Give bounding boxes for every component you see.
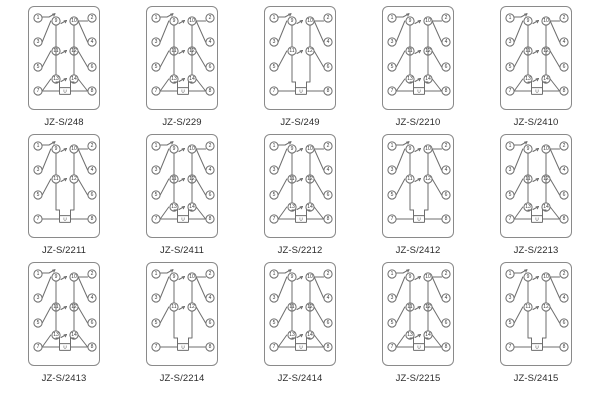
svg-text:4: 4 (90, 295, 94, 302)
svg-text:1: 1 (272, 271, 276, 278)
svg-text:10: 10 (543, 18, 549, 25)
svg-text:12: 12 (425, 48, 431, 55)
svg-text:2: 2 (90, 143, 94, 150)
svg-text:8: 8 (326, 216, 330, 223)
svg-text:8: 8 (562, 88, 566, 95)
svg-text:U: U (535, 216, 539, 222)
svg-text:8: 8 (562, 344, 566, 351)
svg-text:1: 1 (390, 15, 394, 22)
diagram-cell (246, 262, 354, 384)
svg-text:U: U (535, 88, 539, 94)
svg-text:9: 9 (172, 274, 176, 281)
diagram-cell (364, 262, 472, 384)
svg-text:1: 1 (508, 143, 512, 150)
svg-text:8: 8 (326, 88, 330, 95)
svg-text:2: 2 (326, 271, 330, 278)
svg-text:8: 8 (208, 88, 212, 95)
relay-wiring-diagram (28, 262, 100, 366)
svg-text:4: 4 (562, 167, 566, 174)
svg-text:8: 8 (208, 216, 212, 223)
svg-text:12: 12 (71, 48, 77, 55)
diagram-row-2 (10, 134, 590, 256)
svg-text:8: 8 (90, 344, 94, 351)
diagram-caption: JZ-S/249 (280, 117, 320, 128)
svg-text:10: 10 (189, 274, 195, 281)
diagram-cell (10, 6, 118, 128)
diagram-cell (364, 6, 472, 128)
diagram-row-3 (10, 262, 590, 384)
diagram-caption: JZ-S/2415 (513, 373, 559, 384)
svg-text:14: 14 (71, 76, 77, 83)
svg-text:5: 5 (272, 320, 276, 327)
svg-text:7: 7 (272, 216, 276, 223)
svg-text:1: 1 (36, 143, 40, 150)
svg-text:5: 5 (508, 64, 512, 71)
svg-text:U: U (63, 344, 67, 350)
svg-text:9: 9 (290, 274, 294, 281)
svg-text:6: 6 (326, 320, 330, 327)
svg-text:9: 9 (172, 146, 176, 153)
svg-text:7: 7 (36, 216, 40, 223)
relay-wiring-diagram (382, 134, 454, 238)
svg-text:11: 11 (407, 176, 413, 183)
svg-text:6: 6 (444, 64, 448, 71)
svg-text:2: 2 (326, 15, 330, 22)
svg-text:11: 11 (525, 48, 531, 55)
svg-text:6: 6 (444, 192, 448, 199)
svg-text:6: 6 (326, 64, 330, 71)
diagram-cell (128, 134, 236, 256)
svg-text:10: 10 (543, 274, 549, 281)
svg-text:13: 13 (525, 204, 531, 211)
svg-text:5: 5 (154, 64, 158, 71)
diagram-caption: JZ-S/2214 (159, 373, 205, 384)
diagram-caption: JZ-S/248 (44, 117, 84, 128)
svg-text:14: 14 (189, 76, 195, 83)
svg-text:U: U (63, 88, 67, 94)
diagram-row-1 (10, 6, 590, 128)
diagram-caption: JZ-S/2213 (513, 245, 559, 256)
svg-text:3: 3 (154, 167, 158, 174)
diagram-caption: JZ-S/2215 (395, 373, 441, 384)
svg-text:5: 5 (36, 320, 40, 327)
svg-text:5: 5 (154, 320, 158, 327)
relay-wiring-diagram (146, 6, 218, 110)
svg-text:5: 5 (390, 64, 394, 71)
svg-text:9: 9 (408, 274, 412, 281)
svg-text:2: 2 (208, 143, 212, 150)
svg-text:12: 12 (71, 304, 77, 311)
svg-text:7: 7 (154, 344, 158, 351)
relay-wiring-diagram (500, 262, 572, 366)
svg-text:U: U (417, 216, 421, 222)
svg-text:9: 9 (54, 146, 58, 153)
svg-text:6: 6 (444, 320, 448, 327)
svg-text:2: 2 (444, 15, 448, 22)
svg-text:2: 2 (90, 271, 94, 278)
svg-text:U: U (63, 216, 67, 222)
relay-wiring-diagram (146, 134, 218, 238)
svg-text:12: 12 (189, 176, 195, 183)
svg-text:5: 5 (36, 64, 40, 71)
diagram-cell (482, 6, 590, 128)
svg-text:12: 12 (425, 304, 431, 311)
svg-text:4: 4 (326, 167, 330, 174)
svg-text:4: 4 (326, 39, 330, 46)
svg-text:4: 4 (208, 167, 212, 174)
svg-text:10: 10 (71, 18, 77, 25)
svg-text:U: U (417, 88, 421, 94)
svg-text:2: 2 (90, 15, 94, 22)
svg-text:2: 2 (444, 143, 448, 150)
svg-text:7: 7 (390, 216, 394, 223)
svg-text:9: 9 (290, 146, 294, 153)
svg-text:10: 10 (307, 146, 313, 153)
svg-text:1: 1 (36, 15, 40, 22)
svg-text:12: 12 (543, 176, 549, 183)
svg-text:9: 9 (526, 146, 530, 153)
svg-text:2: 2 (562, 143, 566, 150)
svg-text:9: 9 (526, 274, 530, 281)
svg-text:7: 7 (154, 88, 158, 95)
diagram-caption: JZ-S/2211 (41, 245, 87, 256)
svg-text:13: 13 (53, 76, 59, 83)
svg-text:6: 6 (90, 64, 94, 71)
svg-text:8: 8 (326, 344, 330, 351)
svg-text:8: 8 (444, 216, 448, 223)
svg-text:8: 8 (208, 344, 212, 351)
svg-text:4: 4 (90, 39, 94, 46)
svg-text:6: 6 (562, 320, 566, 327)
svg-text:1: 1 (390, 271, 394, 278)
diagram-cell (10, 262, 118, 384)
svg-text:10: 10 (71, 274, 77, 281)
svg-text:10: 10 (425, 18, 431, 25)
svg-text:14: 14 (425, 76, 431, 83)
relay-wiring-diagram (28, 6, 100, 110)
svg-text:3: 3 (272, 167, 276, 174)
svg-text:14: 14 (543, 204, 549, 211)
svg-text:5: 5 (390, 320, 394, 327)
svg-text:10: 10 (71, 146, 77, 153)
svg-text:10: 10 (425, 274, 431, 281)
svg-text:4: 4 (326, 295, 330, 302)
diagram-cell (128, 262, 236, 384)
svg-text:3: 3 (508, 167, 512, 174)
svg-text:1: 1 (272, 15, 276, 22)
svg-text:1: 1 (36, 271, 40, 278)
svg-text:5: 5 (272, 192, 276, 199)
svg-text:10: 10 (425, 146, 431, 153)
svg-text:U: U (535, 344, 539, 350)
relay-wiring-diagram (264, 134, 336, 238)
svg-text:3: 3 (36, 167, 40, 174)
svg-text:11: 11 (289, 304, 295, 311)
svg-text:7: 7 (154, 216, 158, 223)
relay-wiring-diagram (146, 262, 218, 366)
svg-text:13: 13 (289, 332, 295, 339)
svg-text:9: 9 (54, 18, 58, 25)
svg-text:11: 11 (171, 48, 177, 55)
svg-text:12: 12 (307, 176, 313, 183)
diagram-caption: JZ-S/2212 (277, 245, 323, 256)
diagram-caption: JZ-S/2410 (513, 117, 559, 128)
svg-text:6: 6 (90, 320, 94, 327)
svg-text:11: 11 (289, 48, 295, 55)
svg-text:11: 11 (171, 304, 177, 311)
svg-text:1: 1 (390, 143, 394, 150)
svg-text:U: U (299, 88, 303, 94)
svg-text:1: 1 (154, 143, 158, 150)
svg-text:13: 13 (407, 332, 413, 339)
svg-text:7: 7 (36, 88, 40, 95)
diagram-cell (10, 134, 118, 256)
svg-text:8: 8 (90, 216, 94, 223)
svg-text:5: 5 (390, 192, 394, 199)
svg-text:12: 12 (189, 48, 195, 55)
svg-text:2: 2 (208, 271, 212, 278)
svg-text:10: 10 (543, 146, 549, 153)
svg-text:2: 2 (326, 143, 330, 150)
svg-text:14: 14 (307, 204, 313, 211)
svg-text:9: 9 (408, 18, 412, 25)
svg-text:1: 1 (154, 271, 158, 278)
svg-text:12: 12 (307, 48, 313, 55)
diagram-cell (246, 6, 354, 128)
svg-text:7: 7 (390, 344, 394, 351)
svg-text:5: 5 (272, 64, 276, 71)
svg-text:11: 11 (53, 304, 59, 311)
svg-text:11: 11 (407, 304, 413, 311)
svg-text:11: 11 (53, 48, 59, 55)
svg-text:5: 5 (508, 192, 512, 199)
svg-text:1: 1 (508, 271, 512, 278)
diagram-caption: JZ-S/2412 (395, 245, 441, 256)
diagram-cell (482, 262, 590, 384)
svg-text:3: 3 (390, 295, 394, 302)
svg-text:10: 10 (307, 274, 313, 281)
svg-text:7: 7 (508, 344, 512, 351)
svg-text:2: 2 (562, 271, 566, 278)
diagram-caption: JZ-S/229 (162, 117, 202, 128)
svg-text:4: 4 (208, 295, 212, 302)
diagram-cell (364, 134, 472, 256)
svg-text:10: 10 (307, 18, 313, 25)
svg-text:6: 6 (208, 64, 212, 71)
svg-text:2: 2 (562, 15, 566, 22)
svg-text:U: U (299, 216, 303, 222)
svg-text:4: 4 (90, 167, 94, 174)
svg-text:5: 5 (154, 192, 158, 199)
svg-text:14: 14 (425, 332, 431, 339)
svg-text:7: 7 (508, 88, 512, 95)
svg-text:13: 13 (407, 76, 413, 83)
diagram-caption: JZ-S/2414 (277, 373, 323, 384)
svg-text:7: 7 (508, 216, 512, 223)
svg-text:11: 11 (171, 176, 177, 183)
diagram-caption: JZ-S/2411 (159, 245, 205, 256)
diagram-caption: JZ-S/2413 (41, 373, 87, 384)
svg-text:3: 3 (36, 39, 40, 46)
svg-text:6: 6 (90, 192, 94, 199)
svg-text:4: 4 (208, 39, 212, 46)
svg-text:3: 3 (272, 39, 276, 46)
svg-text:5: 5 (36, 192, 40, 199)
svg-text:4: 4 (444, 167, 448, 174)
svg-text:7: 7 (36, 344, 40, 351)
svg-text:13: 13 (525, 76, 531, 83)
svg-text:13: 13 (53, 332, 59, 339)
svg-text:6: 6 (208, 320, 212, 327)
diagram-cell (246, 134, 354, 256)
svg-text:4: 4 (562, 295, 566, 302)
svg-text:8: 8 (562, 216, 566, 223)
svg-text:12: 12 (189, 304, 195, 311)
relay-wiring-diagram (382, 6, 454, 110)
svg-text:10: 10 (189, 146, 195, 153)
svg-text:11: 11 (53, 176, 59, 183)
svg-text:3: 3 (154, 295, 158, 302)
svg-text:3: 3 (508, 295, 512, 302)
svg-text:2: 2 (444, 271, 448, 278)
svg-text:6: 6 (562, 192, 566, 199)
svg-text:12: 12 (543, 304, 549, 311)
svg-text:3: 3 (154, 39, 158, 46)
svg-text:3: 3 (390, 167, 394, 174)
svg-text:3: 3 (272, 295, 276, 302)
svg-text:8: 8 (444, 88, 448, 95)
svg-text:12: 12 (543, 48, 549, 55)
svg-text:U: U (181, 216, 185, 222)
relay-wiring-diagram (500, 6, 572, 110)
diagram-cell (482, 134, 590, 256)
svg-text:11: 11 (525, 304, 531, 311)
svg-text:12: 12 (71, 176, 77, 183)
diagram-caption: JZ-S/2210 (395, 117, 441, 128)
svg-text:14: 14 (307, 332, 313, 339)
svg-text:9: 9 (526, 18, 530, 25)
svg-text:13: 13 (171, 76, 177, 83)
svg-text:8: 8 (90, 88, 94, 95)
svg-text:4: 4 (562, 39, 566, 46)
svg-text:13: 13 (171, 204, 177, 211)
svg-text:4: 4 (444, 295, 448, 302)
relay-wiring-diagram (28, 134, 100, 238)
svg-text:6: 6 (562, 64, 566, 71)
svg-text:13: 13 (289, 204, 295, 211)
relay-wiring-diagram (264, 6, 336, 110)
svg-text:12: 12 (307, 304, 313, 311)
svg-text:7: 7 (390, 88, 394, 95)
svg-text:8: 8 (444, 344, 448, 351)
svg-text:3: 3 (36, 295, 40, 302)
svg-text:14: 14 (543, 76, 549, 83)
relay-wiring-diagram (500, 134, 572, 238)
svg-text:4: 4 (444, 39, 448, 46)
svg-text:5: 5 (508, 320, 512, 327)
svg-text:U: U (417, 344, 421, 350)
svg-text:10: 10 (189, 18, 195, 25)
svg-text:7: 7 (272, 88, 276, 95)
svg-text:6: 6 (208, 192, 212, 199)
svg-text:9: 9 (290, 18, 294, 25)
svg-text:12: 12 (425, 176, 431, 183)
relay-wiring-diagram (264, 262, 336, 366)
svg-text:9: 9 (172, 18, 176, 25)
svg-text:7: 7 (272, 344, 276, 351)
svg-text:3: 3 (508, 39, 512, 46)
svg-text:14: 14 (71, 332, 77, 339)
svg-text:11: 11 (525, 176, 531, 183)
svg-text:6: 6 (326, 192, 330, 199)
svg-text:9: 9 (408, 146, 412, 153)
svg-text:U: U (181, 88, 185, 94)
svg-text:1: 1 (508, 15, 512, 22)
svg-text:3: 3 (390, 39, 394, 46)
svg-text:U: U (181, 344, 185, 350)
svg-text:2: 2 (208, 15, 212, 22)
svg-text:1: 1 (272, 143, 276, 150)
svg-text:11: 11 (289, 176, 295, 183)
svg-text:14: 14 (189, 204, 195, 211)
relay-wiring-diagram (382, 262, 454, 366)
svg-text:11: 11 (407, 48, 413, 55)
svg-text:9: 9 (54, 274, 58, 281)
svg-text:U: U (299, 344, 303, 350)
svg-text:1: 1 (154, 15, 158, 22)
diagram-cell (128, 6, 236, 128)
